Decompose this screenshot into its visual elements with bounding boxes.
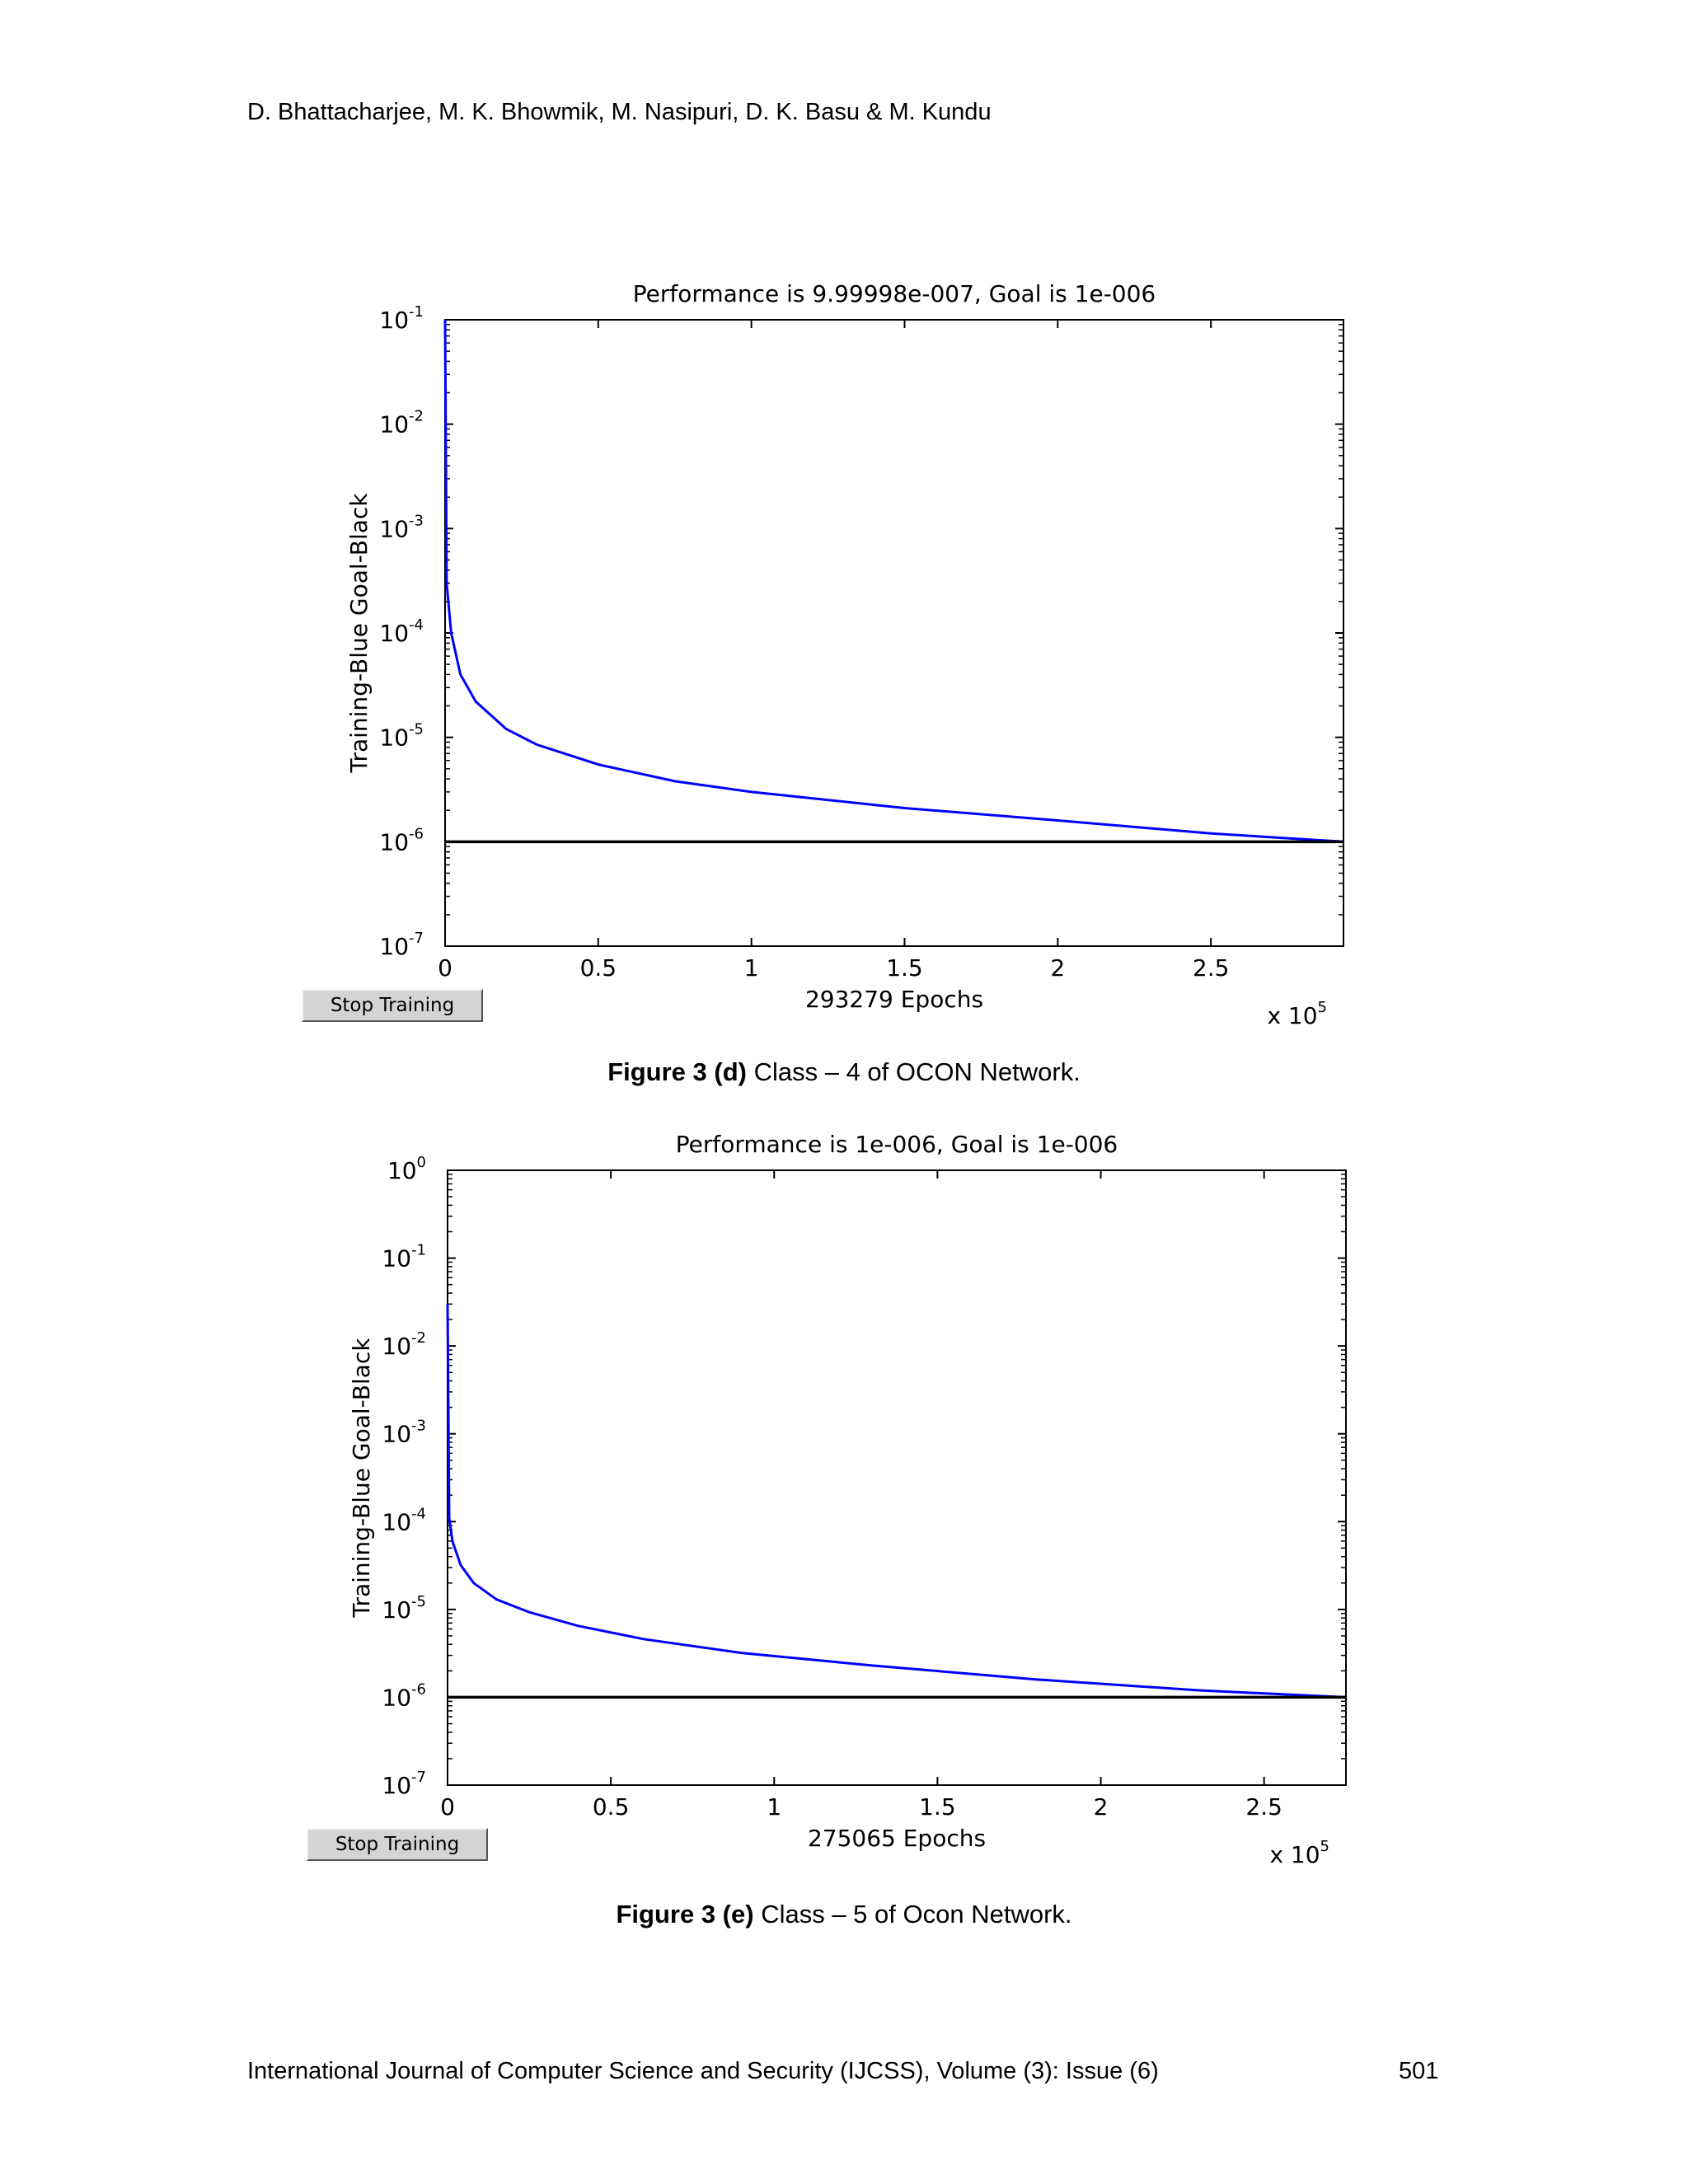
y-tick-label: $10^{-7}$ — [379, 930, 424, 960]
x-tick-label: 2.5 — [1245, 1793, 1282, 1821]
chart-title: Performance is 9.99998e-007, Goal is 1e-006 — [632, 280, 1156, 307]
y-tick-label: $10^{-2}$ — [382, 1329, 426, 1361]
x-tick-label: 0 — [438, 954, 452, 982]
footer-page-number: 501 — [1399, 2058, 1439, 2084]
caption-text: Class – 4 of OCON Network. — [746, 1057, 1081, 1086]
y-tick-label: $10^{-6}$ — [379, 825, 424, 856]
y-tick-label: $10^{-5}$ — [379, 720, 424, 752]
x-tick-label: 1.5 — [919, 1793, 956, 1821]
x-tick-label: 1.5 — [886, 954, 923, 982]
running-header: D. Bhattacharjee, M. K. Bhowmik, M. Nasipuri, D. K. Basu & M. Kundu — [247, 99, 992, 125]
figure-caption-3e — [0, 1900, 1688, 1929]
caption-label: Figure 3 (e) — [616, 1900, 754, 1929]
x-tick-label: 0.5 — [592, 1793, 630, 1821]
x-axis-multiplier: x $10^5$ — [1267, 999, 1327, 1029]
y-tick-label: $10^{-4}$ — [379, 616, 424, 647]
stop-training-button[interactable]: Stop Training — [307, 1828, 488, 1861]
caption-label: Figure 3 (d) — [607, 1057, 747, 1086]
y-axis-label: Training-Blue Goal-Black — [348, 1338, 375, 1618]
x-axis-label: 293279 Epochs — [804, 986, 984, 1013]
y-tick-label: $10^{-1}$ — [382, 1241, 426, 1272]
y-tick-label: $10^{-3}$ — [382, 1417, 426, 1448]
training-performance-chart-3e — [297, 1114, 1368, 1864]
stop-training-button[interactable]: Stop Training — [302, 989, 483, 1022]
y-tick-label: $10^0$ — [387, 1154, 426, 1184]
y-tick-label: $10^{-5}$ — [382, 1592, 426, 1624]
x-tick-label: 0 — [440, 1793, 455, 1821]
y-tick-label: $10^{-3}$ — [379, 512, 424, 543]
y-axis-label: Training-Blue Goal-Black — [345, 493, 373, 773]
plot-frame — [445, 320, 1343, 946]
y-tick-label: $10^{-7}$ — [382, 1769, 426, 1799]
figure-caption-3d — [0, 1057, 1688, 1087]
training-performance-chart-3d — [297, 264, 1368, 1030]
x-tick-label: 2.5 — [1192, 954, 1230, 982]
x-axis-label: 275065 Epochs — [807, 1825, 987, 1852]
x-tick-label: 1 — [743, 954, 759, 982]
x-tick-label: 2 — [1093, 1793, 1109, 1821]
figure-3e — [297, 1114, 1368, 1864]
chart-title: Performance is 1e-006, Goal is 1e-006 — [675, 1131, 1118, 1158]
y-tick-label: $10^{-2}$ — [379, 407, 424, 438]
y-tick-label: $10^{-6}$ — [382, 1680, 426, 1712]
figure-3d — [297, 264, 1368, 1030]
footer-journal: International Journal of Computer Science and Security (IJCSS), Volume (3): Issue (6) — [247, 2058, 1159, 2084]
x-axis-multiplier: x $10^5$ — [1269, 1838, 1329, 1864]
x-tick-label: 1 — [767, 1793, 782, 1821]
y-tick-label: $10^{-4}$ — [382, 1505, 426, 1536]
training-series-line — [445, 320, 1343, 841]
plot-frame — [448, 1170, 1346, 1785]
x-tick-label: 0.5 — [579, 954, 617, 982]
caption-text: Class – 5 of Ocon Network. — [753, 1900, 1072, 1929]
y-tick-label: $10^{-1}$ — [379, 303, 424, 334]
training-series-line — [448, 1304, 1346, 1697]
x-tick-label: 2 — [1050, 954, 1066, 982]
